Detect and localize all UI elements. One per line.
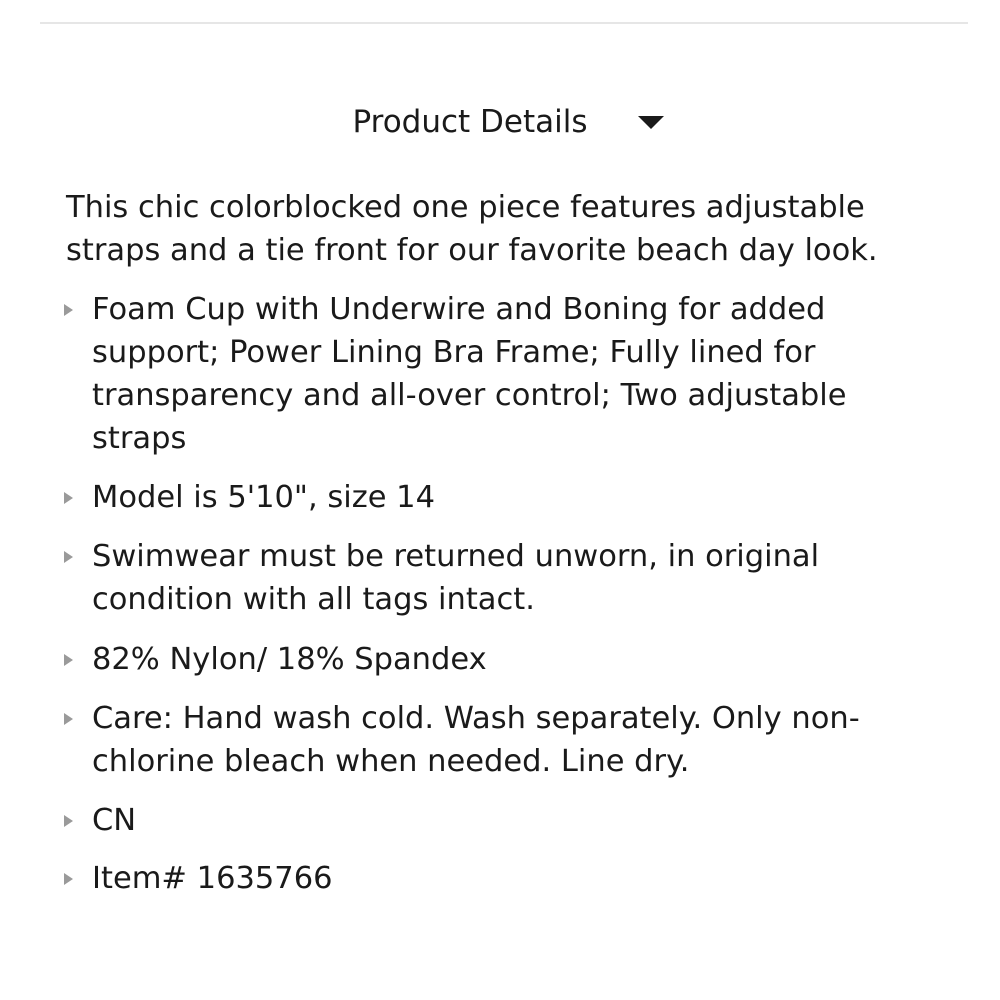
list-item-text: Model is 5'10", size 14 bbox=[92, 480, 435, 515]
product-details-accordion-header[interactable] bbox=[0, 100, 1000, 144]
triangle-right-icon bbox=[64, 304, 73, 316]
triangle-right-icon bbox=[64, 713, 73, 725]
list-item-text: Care: Hand wash cold. Wash separately. Only non-chlorine bleach when needed. Line dry. bbox=[92, 701, 860, 779]
product-description: This chic colorblocked one piece features adjustable straps and a tie front for our favorite beach day look. bbox=[66, 190, 878, 268]
list-item-text: CN bbox=[92, 803, 137, 838]
caret-down-icon[interactable] bbox=[638, 116, 664, 129]
triangle-right-icon bbox=[64, 492, 73, 504]
triangle-right-icon bbox=[64, 551, 73, 563]
top-divider bbox=[40, 22, 968, 24]
list-item-text: Foam Cup with Underwire and Boning for added support; Power Lining Bra Frame; Fully lined for transparency and all-over control; Two adjustable straps bbox=[92, 292, 847, 456]
product-details-title: Product Details bbox=[352, 104, 588, 140]
list-item-text: Item# 1635766 bbox=[92, 861, 333, 896]
triangle-right-icon bbox=[64, 815, 73, 827]
list-item-text: 82% Nylon/ 18% Spandex bbox=[92, 642, 487, 677]
triangle-right-icon bbox=[64, 654, 73, 666]
list-item-text: Swimwear must be returned unworn, in original condition with all tags intact. bbox=[92, 539, 820, 617]
triangle-right-icon bbox=[64, 873, 73, 885]
